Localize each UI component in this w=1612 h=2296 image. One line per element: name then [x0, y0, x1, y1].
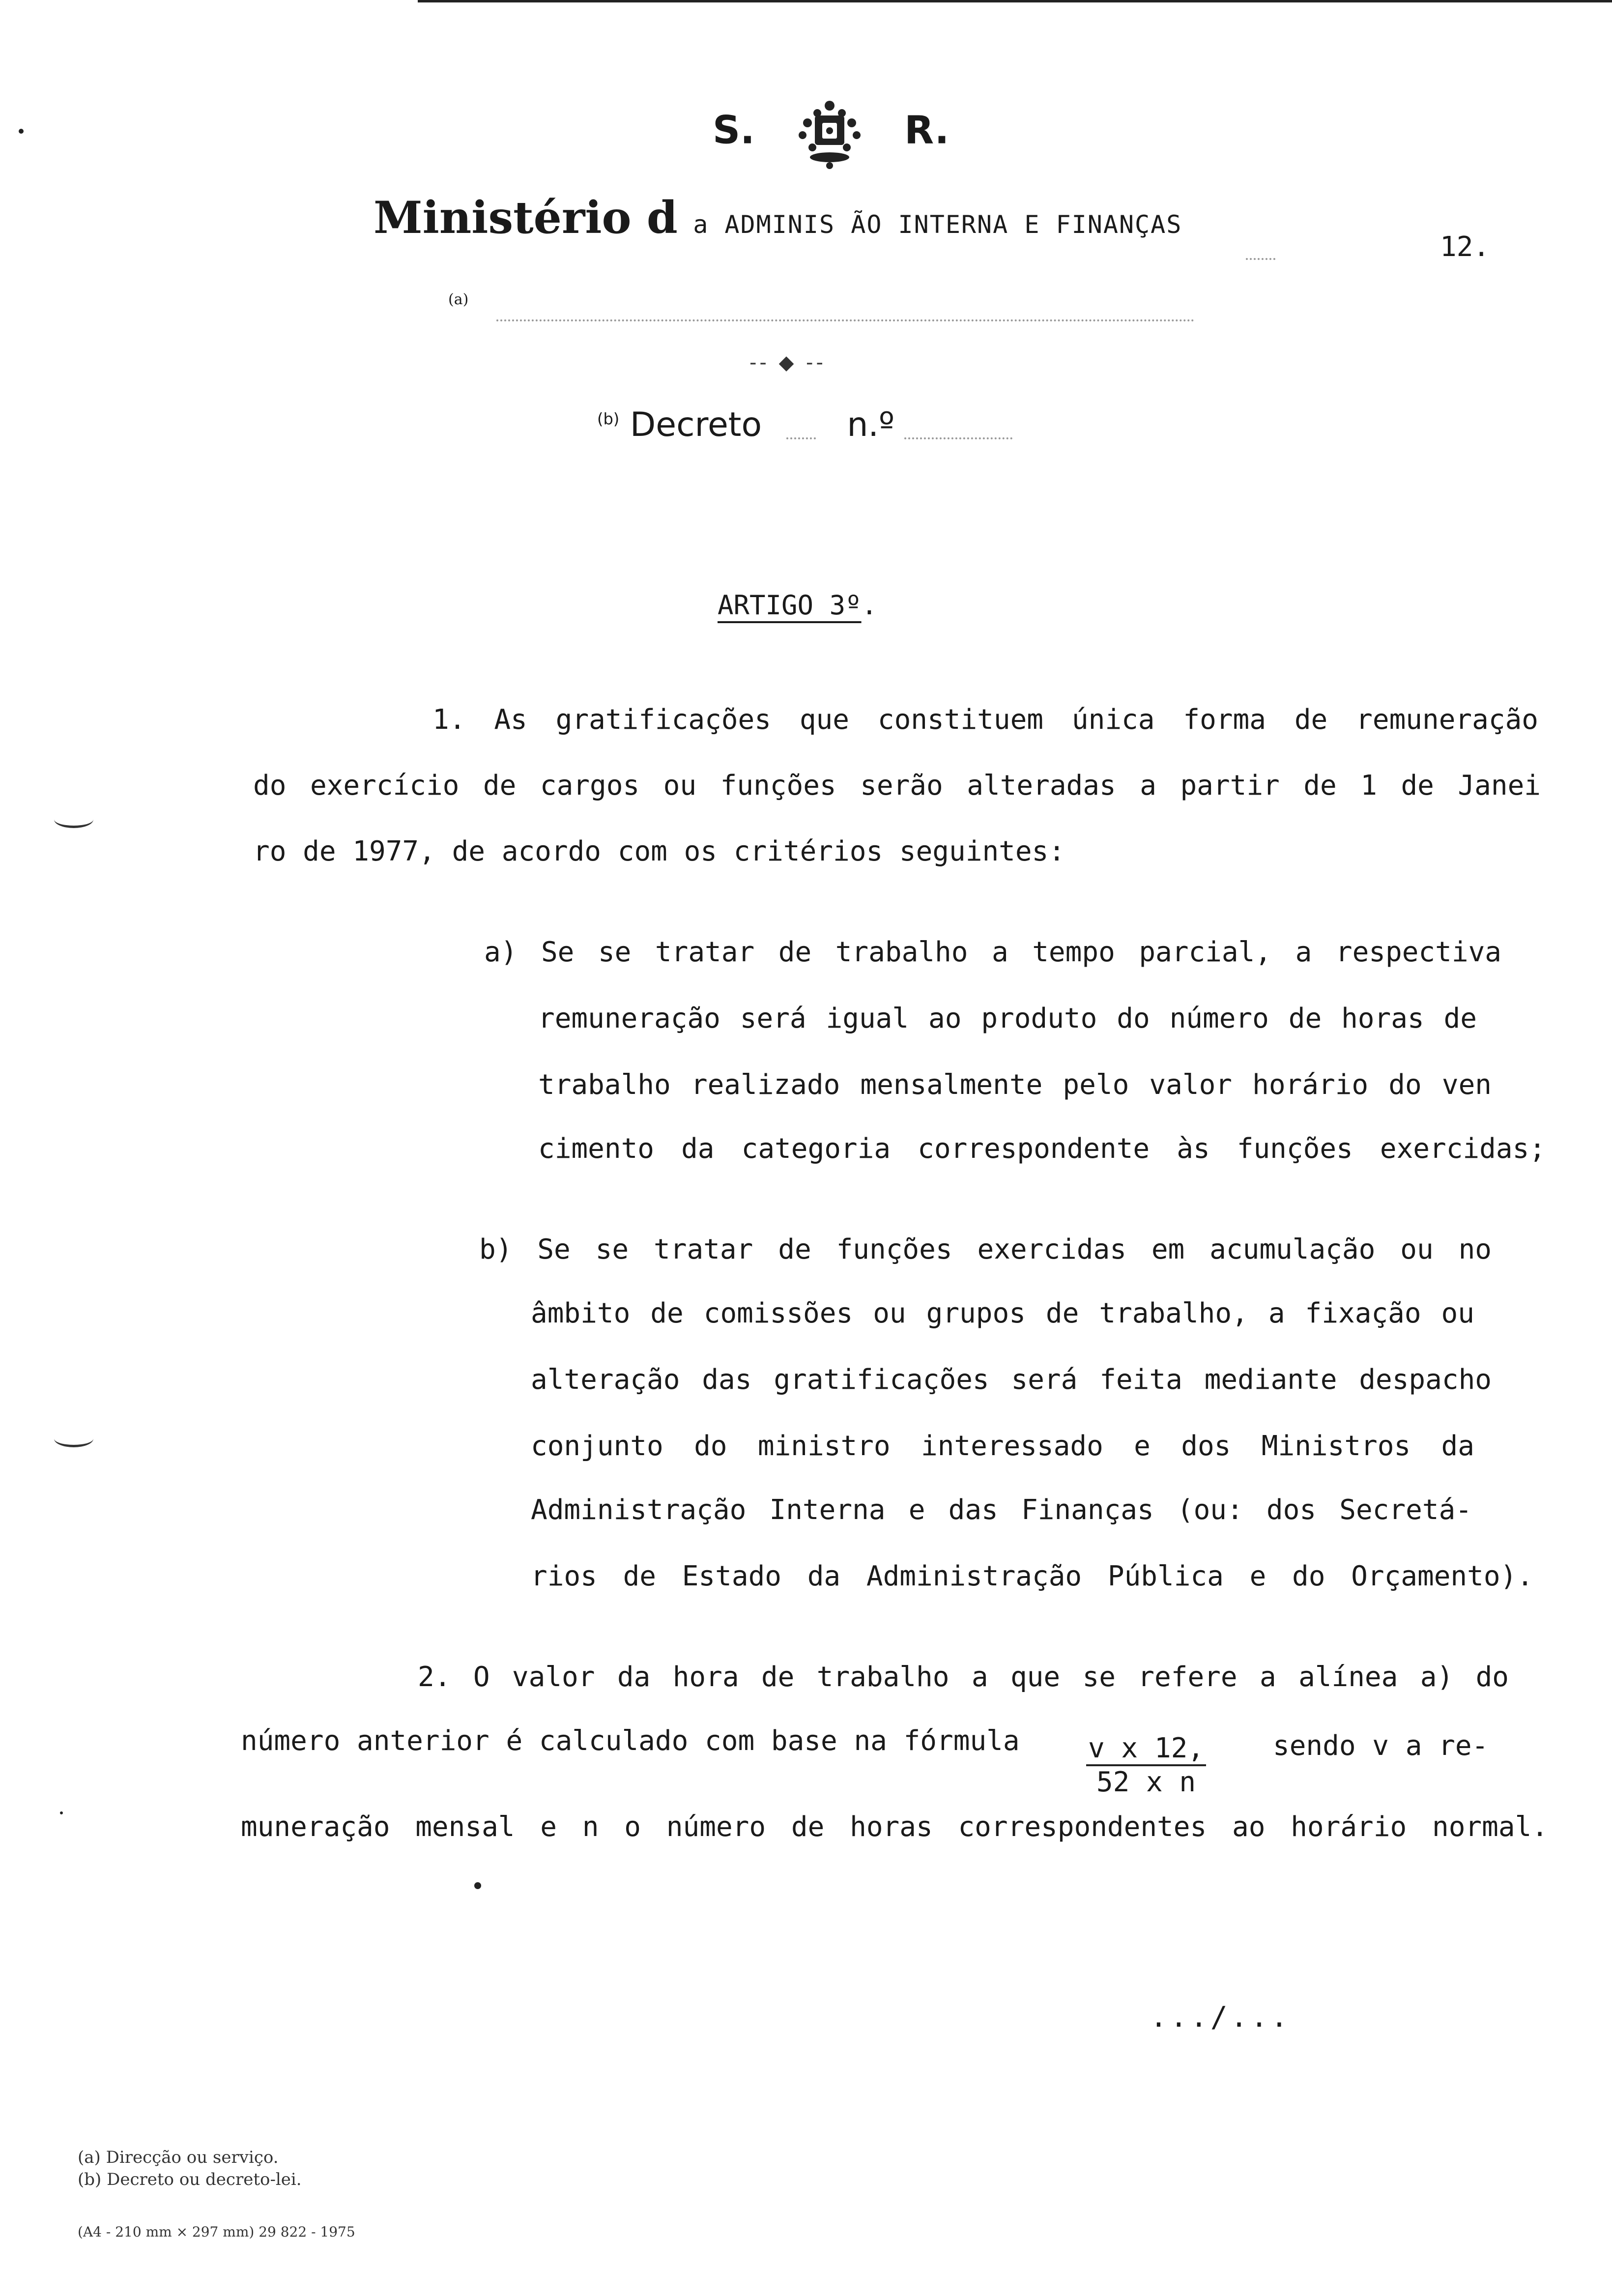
hourly-rate-formula [1086, 1732, 1206, 1798]
binding-hole-mark [54, 811, 93, 828]
decree-line [597, 405, 894, 444]
crest-header [713, 96, 949, 170]
body-line: ro de 1977, de acordo com os critérios seguintes: [253, 835, 1065, 867]
body-line: do exercício de cargos ou funções serão alteradas a partir de 1 de Janei [253, 770, 1541, 802]
body-line: sendo v a re- [1273, 1730, 1489, 1762]
body-line: 2. O valor da hora de trabalho a que se refere a alínea a) do [418, 1661, 1509, 1693]
article-heading [718, 590, 877, 621]
formula-numerator: v x 12, [1086, 1732, 1206, 1766]
crest-left-letter: S. [713, 108, 755, 153]
scan-speck [60, 1811, 63, 1814]
ministry-heading [374, 192, 1182, 244]
body-line: número anterior é calculado com base na fórmula [241, 1725, 1020, 1757]
ministry-name: a ADMINIS ÃO INTERNA E FINANÇAS [693, 210, 1182, 239]
item-b-line: conjunto do ministro interessado e dos Ministros da [531, 1430, 1474, 1462]
item-b-line: alteração das gratificações será feita mediante despacho [531, 1364, 1492, 1396]
item-a-line: a) Se se tratar de trabalho a tempo parcial, a respectiva [484, 936, 1501, 968]
decree-label: Decreto [630, 405, 762, 444]
decree-ref-label: (b) [597, 409, 620, 429]
decree-number-label: n.º [847, 405, 895, 444]
ministry-prefix: Ministério d [374, 192, 678, 244]
page-number: 12. [1440, 231, 1490, 263]
item-a-line: remuneração será igual ao produto do número de horas de [538, 1003, 1477, 1034]
article-title-period: . [861, 590, 878, 621]
decree-fill-dots-2 [904, 437, 1012, 439]
coat-of-arms-icon [788, 96, 871, 170]
decree-fill-dots-1 [786, 437, 816, 439]
item-b-line: âmbito de comissões ou grupos de trabalho, a fixação ou [531, 1297, 1474, 1329]
item-a-line: cimento da categoria correspondente às funções exercidas; [538, 1133, 1546, 1165]
formula-denominator: 52 x n [1096, 1766, 1196, 1798]
item-b-line: Administração Interna e das Finanças (ou: dos Secretá- [531, 1494, 1472, 1526]
crest-right-letter: R. [904, 108, 950, 153]
footnote-b: (b) Decreto ou decreto-lei. [78, 2170, 302, 2189]
item-a-line: trabalho realizado mensalmente pelo valor horário do ven [538, 1069, 1492, 1101]
body-line: 1. As gratificações que constituem única forma de remuneração [432, 704, 1538, 736]
ornament-divider: -- ◆ -- [749, 351, 826, 374]
top-rule [418, 0, 1612, 2]
continuation-mark: .../... [1150, 2000, 1291, 2034]
body-line: muneração mensal e n o número de horas correspondentes ao horário normal. [241, 1811, 1548, 1843]
binding-hole-mark [54, 1430, 93, 1447]
footnote-a: (a) Direcção ou serviço. [78, 2148, 279, 2167]
article-title: ARTIGO 3º [718, 590, 862, 621]
ministry-fill-dots [1246, 258, 1275, 260]
service-ref-label: (a) [448, 291, 469, 308]
item-b-line: b) Se se tratar de funções exercidas em acumulação ou no [479, 1234, 1492, 1265]
scan-speck [19, 129, 24, 134]
service-fill-dots [496, 319, 1194, 321]
scan-speck [474, 1882, 481, 1889]
form-code: (A4 - 210 mm × 297 mm) 29 822 - 1975 [78, 2224, 355, 2240]
item-b-line: rios de Estado da Administração Pública e do Orçamento). [531, 1560, 1533, 1592]
